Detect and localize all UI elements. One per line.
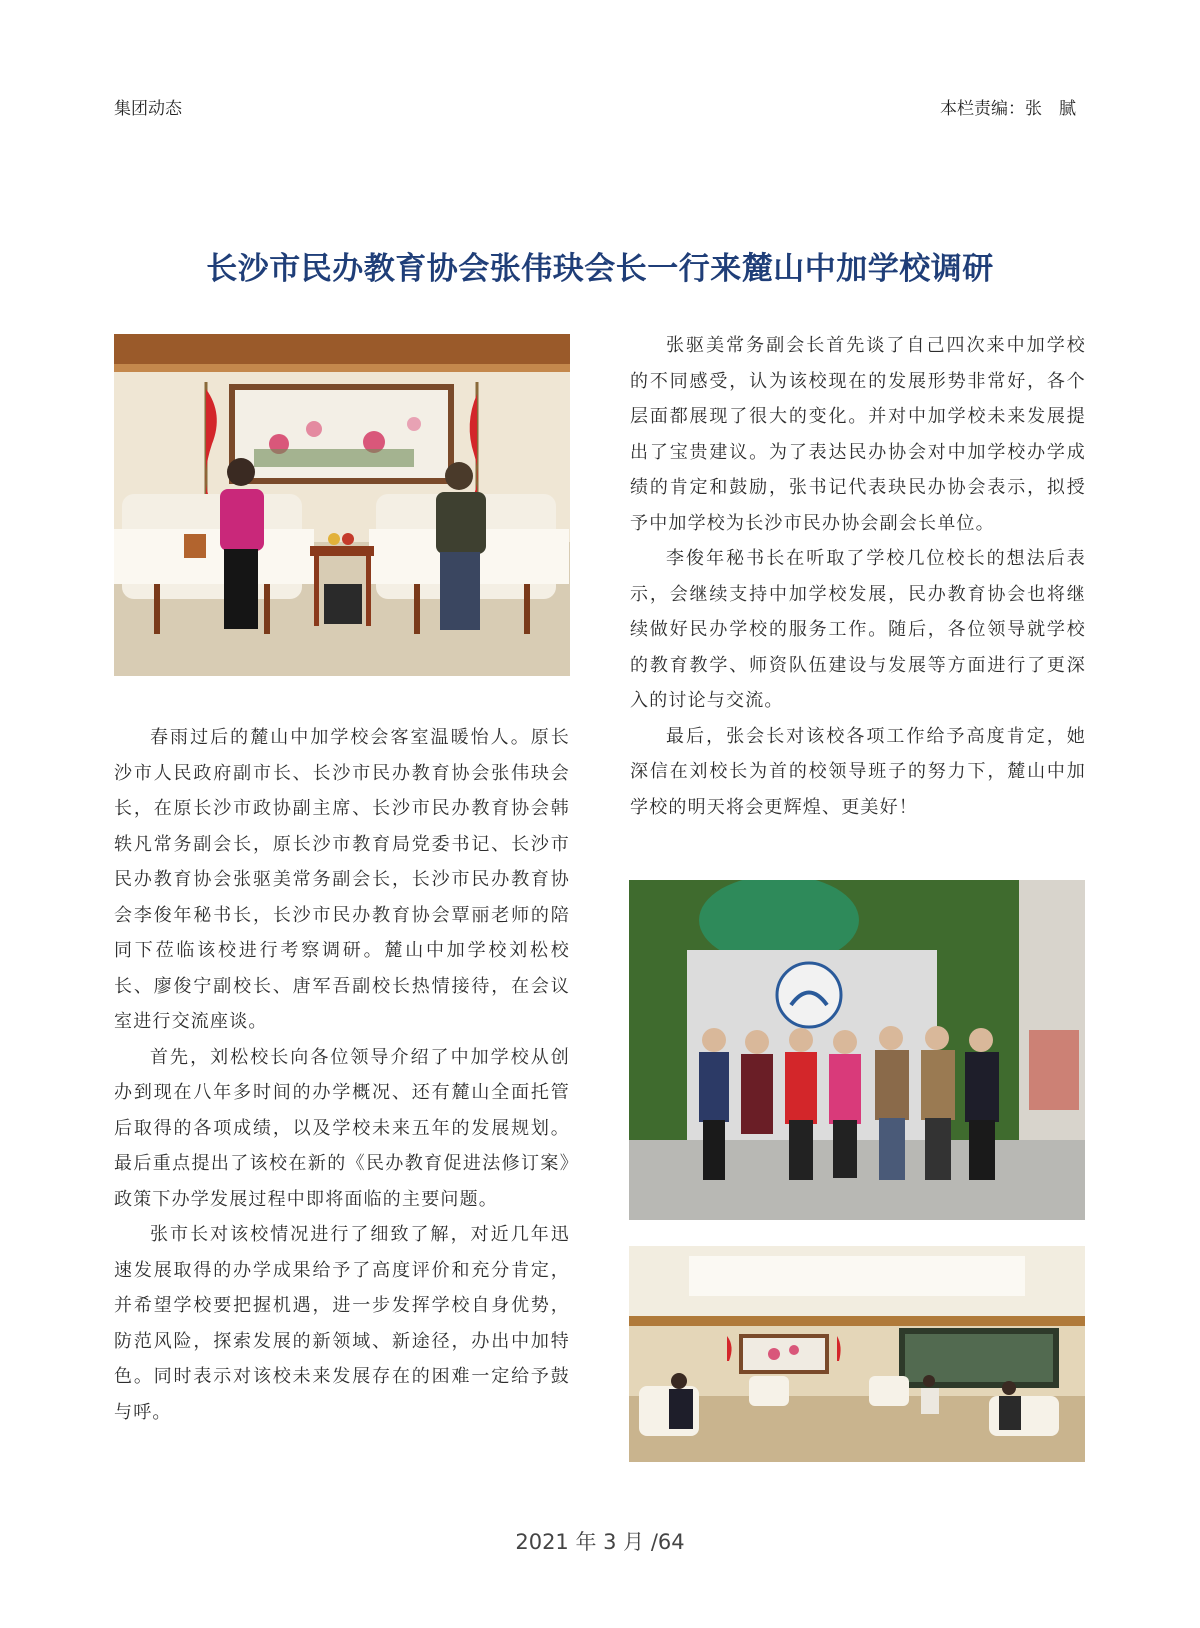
group-photo	[629, 880, 1085, 1220]
paragraph: 最后，张会长对该校各项工作给予高度肯定，她深信在刘校长为首的校领导班子的努力下，麓山中加学校的明天将会更辉煌、更美好！	[630, 725, 1086, 818]
paragraph: 张驱美常务副会长首先谈了自己四次来中加学校的不同感受，认为该校现在的发展形势非常好，各个层面都展现了很大的变化。并对中加学校未来发展提出了宝贵建议。为了表达民办协会对中加学校办学成绩的肯定和鼓励，张书记代表玦民办协会表示，拟授予中加学校为长沙市民办协会副会长单位。	[630, 335, 1086, 534]
reception-room-photo	[114, 334, 570, 676]
article-title: 长沙市民办教育协会张伟玦会长一行来麓山中加学校调研	[206, 250, 994, 287]
section-name: 集团动态	[114, 99, 182, 119]
column-editor: 本栏责编：张 腻	[940, 99, 1076, 119]
meeting-room-photo	[629, 1246, 1085, 1462]
page-number: 2021 年 3 月 /64	[515, 1530, 685, 1554]
article-column-right	[630, 328, 1086, 825]
paragraph: 春雨过后的麓山中加学校会客室温暖怡人。原长沙市人民政府副市长、长沙市民办教育协会张伟玦会长，在原长沙市政协副主席、长沙市民办教育协会韩轶凡常务副会长，原长沙市教育局党委书记、长沙市民办教育协会张驱美常务副会长，长沙市民办教育协会李俊年秘书长，长沙市民办教育协会覃丽老师的陪同下莅临该校进行考察调研。麓山中加学校刘松校长、廖俊宁副校长、唐军吾副校长热情接待，在会议室进行交流座谈。	[114, 727, 570, 1032]
paragraph: 首先，刘松校长向各位领导介绍了中加学校从创办到现在八年多时间的办学概况、还有麓山全面托管后取得的各项成绩，以及学校未来五年的发展规划。最后重点提出了该校在新的《民办教育促进法修订案》政策下办学发展过程中即将面临的主要问题。	[114, 1046, 570, 1210]
article-column-left	[114, 720, 570, 1430]
paragraph: 张市长对该校情况进行了细致了解，对近几年迅速发展取得的办学成果给予了高度评价和充分肯定，并希望学校要把握机遇，进一步发挥学校自身优势，防范风险，探索发展的新领域、新途径，办出中加特色。同时表示对该校未来发展存在的困难一定给予鼓与呼。	[114, 1224, 570, 1423]
paragraph: 李俊年秘书长在听取了学校几位校长的想法后表示，会继续支持中加学校发展，民办教育协会也将继续做好民办学校的服务工作。随后，各位领导就学校的教育教学、师资队伍建设与发展等方面进行了更深入的讨论与交流。	[630, 548, 1086, 711]
